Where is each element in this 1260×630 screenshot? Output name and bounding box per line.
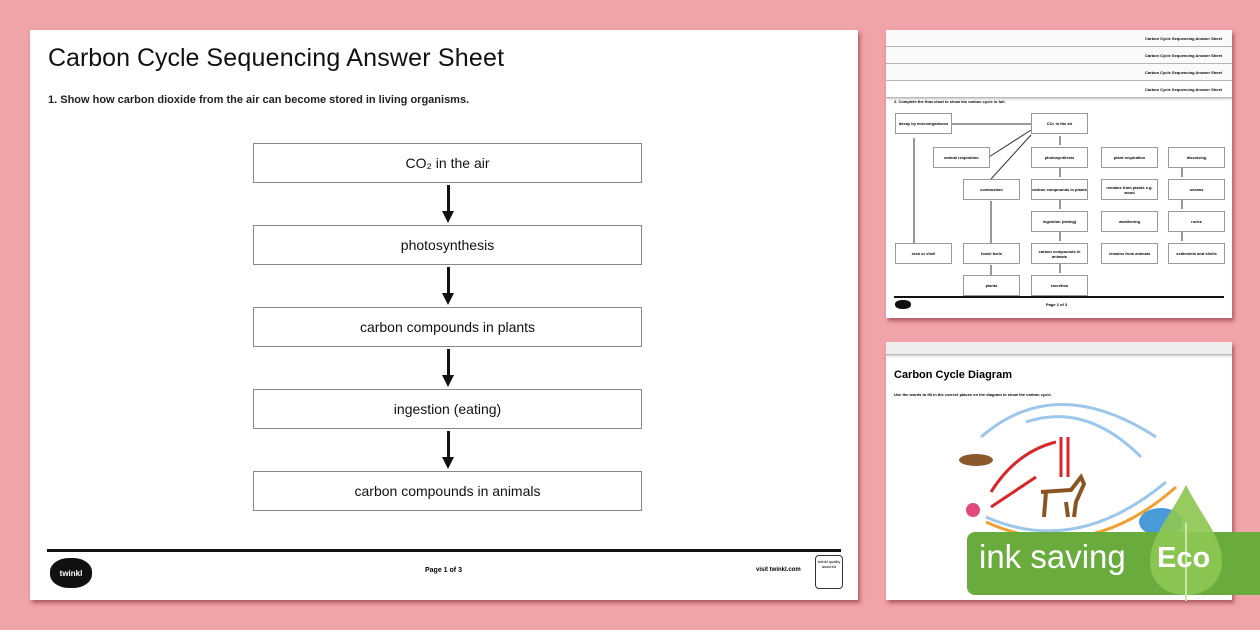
step-box: carbon compounds in plants: [253, 307, 642, 347]
flow-box: plant respiration: [1101, 147, 1158, 168]
title-bold: Sequencing Answer Sheet: [206, 44, 505, 72]
flow-box: sediments and shells: [1168, 243, 1225, 264]
step-box: ingestion (eating): [253, 389, 642, 429]
flow-box: CO₂ in the air: [1031, 113, 1088, 134]
flow-box: animal respiration: [933, 147, 990, 168]
flow-box: plants: [963, 275, 1020, 296]
ink-saving-label: ink saving: [979, 538, 1126, 575]
soil-mound-icon: [959, 454, 993, 466]
flower-icon: [966, 503, 980, 517]
flow-box: fossil fuels: [963, 243, 1020, 264]
flow-box: rock or shell: [895, 243, 952, 264]
flow-box: oceans: [1168, 179, 1225, 200]
flow-box: remains from animals: [1101, 243, 1158, 264]
step-box: photosynthesis: [253, 225, 642, 265]
footer-divider: [47, 549, 841, 552]
flow-box: decay by microorganisms: [895, 113, 952, 134]
page-title: [48, 44, 504, 73]
quality-badge: twinkl quality assured: [815, 555, 843, 589]
site-link: visit twinkl.com: [756, 567, 801, 573]
eco-label: Eco: [1157, 542, 1211, 574]
question-text: 1. Show how carbon dioxide from the air can become stored in living organisms.: [48, 94, 470, 106]
flow-box: ingestion (eating): [1031, 211, 1088, 232]
flow-box: combustion: [963, 179, 1020, 200]
step-box: carbon compounds in animals: [253, 471, 642, 511]
page-strip: Carbon Cycle Sequencing Answer Sheet: [886, 64, 1232, 81]
instruction-text: Use the words to fill in the correct places on the diagram to show the carbon cycle.: [894, 392, 1052, 397]
flow-box: dissolving: [1168, 147, 1225, 168]
down-arrow-icon: [442, 431, 454, 471]
flowchart-page-preview: [886, 30, 1232, 318]
twinkl-logo: twinkl: [50, 558, 92, 588]
step-box: CO₂ in the air: [253, 143, 642, 183]
diagram-title: Carbon Cycle Diagram: [894, 369, 1012, 381]
flow-box: weathering: [1101, 211, 1158, 232]
page-strip: Carbon Cycle Sequencing Answer Sheet: [886, 47, 1232, 64]
flow-box: carbon compounds in plants: [1031, 179, 1088, 200]
flow-box: photosynthesis: [1031, 147, 1088, 168]
flow-box: remains from plants e.g. wood: [1101, 179, 1158, 200]
flow-box: rocks: [1168, 211, 1225, 232]
down-arrow-icon: [442, 349, 454, 389]
down-arrow-icon: [442, 267, 454, 307]
question-text: 2. Complete the flow chart to show the carbon cycle in full.: [894, 99, 1006, 104]
page-number: Page 2 of 3: [1046, 302, 1068, 307]
title-light: Carbon Cycle: [48, 44, 200, 72]
horse-icon: [1041, 477, 1084, 517]
down-arrow-icon: [442, 185, 454, 225]
page-strip: Carbon Cycle Sequencing Answer Sheet: [886, 81, 1232, 98]
flow-box: carbon compounds in animals: [1031, 243, 1088, 264]
page-strip: Carbon Cycle Sequencing Answer Sheet: [886, 30, 1232, 47]
answer-sheet-page: [30, 30, 858, 600]
twinkl-logo: [895, 300, 911, 309]
footer-divider: [894, 296, 1224, 298]
page-number: Page 1 of 3: [425, 567, 462, 574]
flow-box: excretion: [1031, 275, 1088, 296]
